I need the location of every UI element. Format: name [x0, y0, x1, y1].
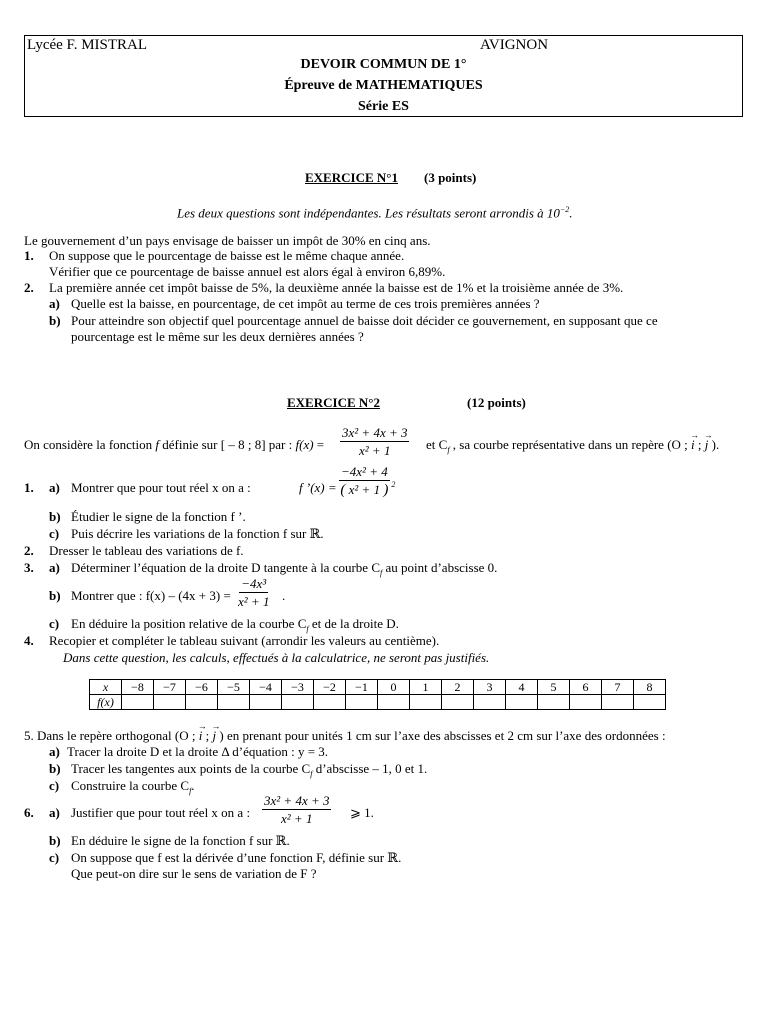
ex2-q1c: Puis décrire les variations de la fonction f sur ℝ. [71, 526, 324, 541]
vector-i-icon: → i [199, 728, 203, 743]
table-cell: −8 [122, 680, 154, 695]
table-cell: 6 [570, 680, 602, 695]
table-cell-empty [442, 695, 474, 710]
ex1-intro: Le gouvernement d’un pays envisage de baisser un impôt de 30% en cinq ans. [24, 233, 431, 248]
table-cell-empty [122, 695, 154, 710]
table-cell: −7 [154, 680, 186, 695]
table-cell-empty [410, 695, 442, 710]
ex1-q2b-line1: Pour atteindre son objectif quel pourcentage annuel de baisse doit décider ce gouvernement, en supposant que ce [71, 313, 658, 328]
table-row-fx [90, 695, 666, 710]
ex2-q3b: Montrer que : f(x) – (4x + 3) = [71, 588, 231, 603]
table-cell: 8 [634, 680, 666, 695]
exam-title: DEVOIR COMMUN DE 1° [300, 57, 467, 72]
ex2-q3c: En déduire la position relative de la courbe $C_f$ et de la droite D. [71, 616, 399, 634]
table-header-fx: f(x) [90, 695, 122, 710]
vector-i-icon: → i [691, 437, 695, 452]
table-cell: −5 [218, 680, 250, 695]
ex2-q1b: Étudier le signe de la fonction f ’. [71, 509, 246, 524]
table-cell-empty [250, 695, 282, 710]
table-cell-empty [634, 695, 666, 710]
ex2-q6c-label: c) [49, 850, 60, 865]
q3b-end: . [282, 588, 286, 603]
ex1-q2a-label: a) [49, 296, 60, 311]
ex2-q1c-label: c) [49, 526, 60, 541]
ex1-q2b-label: b) [49, 313, 61, 328]
ex1-q1-line1: On suppose que le pourcentage de baisse est le même chaque année. [49, 248, 405, 263]
table-cell: 7 [602, 680, 634, 695]
ex2-q4-note: Dans cette question, les calculs, effectués à la calculatrice, ne seront pas justifiés. [63, 650, 490, 665]
ex2-intro-end: et $C_f$ , sa courbe représentative dans un repère (O ; → i ; → j ). [426, 437, 719, 458]
ex1-title: EXERCICE N°1 [305, 170, 398, 185]
table-cell: 0 [378, 680, 410, 695]
table-cell-empty [186, 695, 218, 710]
ex2-q3b-label: b) [49, 588, 61, 603]
ex1-note: Les deux questions sont indépendantes. Les résultats seront arrondis à $10^{-2}$. [177, 205, 573, 221]
ex2-title: EXERCICE N°2 [287, 395, 380, 410]
table-cell: 2 [442, 680, 474, 695]
ex2-q3a: Déterminer l’équation de la droite D tangente à la courbe $C_f$ au point d’abscisse 0. [71, 560, 498, 578]
ex2-q1a: Montrer que pour tout réel x on a : [71, 480, 251, 495]
table-cell-empty [538, 695, 570, 710]
ex2-q5b: Tracer les tangentes aux points de la courbe $C_f$ d’abscisse – 1, 0 et 1. [71, 761, 428, 779]
ex2-q6a-label: a) [49, 805, 60, 820]
q6a-fraction: $\frac{\text{3x² + 4x + 3}}{\text{x² + 1}}$ [264, 793, 330, 826]
table-cell-empty [346, 695, 378, 710]
fx-fraction: $\frac{\text{3x² + 4x + 3}}{\text{x² + 1}}$ [342, 425, 408, 458]
ex2-q4-number: 4. [24, 633, 34, 648]
ex2-q1b-label: b) [49, 509, 61, 524]
table-cell-empty [602, 695, 634, 710]
table-header-x: x [90, 680, 122, 695]
ex2-q6b: En déduire le signe de la fonction f sur ℝ. [71, 833, 290, 848]
fprime-fraction: −4x² + 4 ( x² + 1 ) 2 [340, 464, 396, 498]
ex2-q3c-label: c) [49, 616, 60, 631]
table-cell: −2 [314, 680, 346, 695]
table-cell: 3 [474, 680, 506, 695]
table-cell: −4 [250, 680, 282, 695]
ex2-q1-number: 1. [24, 480, 34, 495]
ex1-q2b-line2: pourcentage est le même sur les deux dernières années ? [71, 329, 364, 344]
table-cell: 4 [506, 680, 538, 695]
exam-series: Série ES [358, 99, 409, 114]
ex2-q5a: Tracer la droite D et la droite Δ d’équation : y = 3. [67, 744, 329, 759]
ex2-q5c: Construire la courbe $C_f$. [71, 778, 195, 796]
ex2-q4: Recopier et compléter le tableau suivant (arrondir les valeurs au centième). [49, 633, 440, 648]
ex1-q1-number: 1. [24, 248, 34, 263]
q3b-fraction: $\frac{\text{−4x³}}{\text{x² + 1}}$ [238, 576, 270, 609]
header-box [24, 35, 743, 117]
table-cell-empty [474, 695, 506, 710]
ex2-q1a-label: a) [49, 480, 60, 495]
table-cell-empty [282, 695, 314, 710]
ex1-q2a: Quelle est la baisse, en pourcentage, de cet impôt au terme de ces trois premières années ? [71, 296, 540, 311]
table-cell: 1 [410, 680, 442, 695]
q6a-end: ⩾ 1. [350, 805, 374, 820]
ex2-q5c-label: c) [49, 778, 60, 793]
vector-j-icon: → j [212, 728, 216, 743]
ex2-q5a-label: a) [49, 744, 60, 759]
city-name: AVIGNON [480, 37, 549, 53]
table-cell-empty [218, 695, 250, 710]
table-row-x [90, 680, 666, 695]
ex2-q5: 5. Dans le repère orthogonal (O ; → i ; → j ) en prenant pour unités 1 cm sur l’axe des abscisses et 2 cm sur l’axe des ordonnées : [24, 728, 666, 743]
ex1-points: (3 points) [424, 170, 477, 185]
table-cell-empty [314, 695, 346, 710]
ex2-q5b-label: b) [49, 761, 61, 776]
vector-j-icon: → j [705, 437, 709, 452]
ex2-q2: Dresser le tableau des variations de f. [49, 543, 244, 558]
ex2-q6a: Justifier que pour tout réel x on a : [71, 805, 251, 820]
ex2-points: (12 points) [467, 395, 526, 410]
ex1-q2: La première année cet impôt baisse de 5%, la deuxième année la baisse est de 1% et la troisième année de 3%. [49, 280, 624, 295]
ex2-q6c-line2: Que peut-on dire sur le sens de variation de F ? [71, 866, 317, 881]
ex2-q6c: On suppose que f est la dérivée d’une fonction F, définie sur ℝ. [71, 850, 402, 865]
ex2-q2-number: 2. [24, 543, 34, 558]
ex1-q2-number: 2. [24, 280, 34, 295]
table-cell-empty [378, 695, 410, 710]
table-cell: 5 [538, 680, 570, 695]
exam-subtitle: Épreuve de MATHEMATIQUES [284, 78, 483, 93]
table-cell-empty [506, 695, 538, 710]
table-cell: −6 [186, 680, 218, 695]
ex1-q1-line2: Vérifier que ce pourcentage de baisse annuel est alors égal à environ 6,89%. [49, 264, 446, 279]
ex2-q6b-label: b) [49, 833, 61, 848]
ex2-q3-number: 3. [24, 560, 34, 575]
ex2-q6-number: 6. [24, 805, 34, 820]
ex2-intro: On considère la fonction f définie sur [ – 8 ; 8] par : f(x) = [24, 437, 325, 452]
fprime-label: f ’(x) = [299, 480, 337, 495]
table-cell-empty [570, 695, 602, 710]
ex2-q3a-label: a) [49, 560, 60, 575]
table-cell-empty [154, 695, 186, 710]
values-table [89, 679, 666, 710]
school-name: Lycée F. MISTRAL [27, 37, 148, 53]
table-cell: −1 [346, 680, 378, 695]
table-cell: −3 [282, 680, 314, 695]
